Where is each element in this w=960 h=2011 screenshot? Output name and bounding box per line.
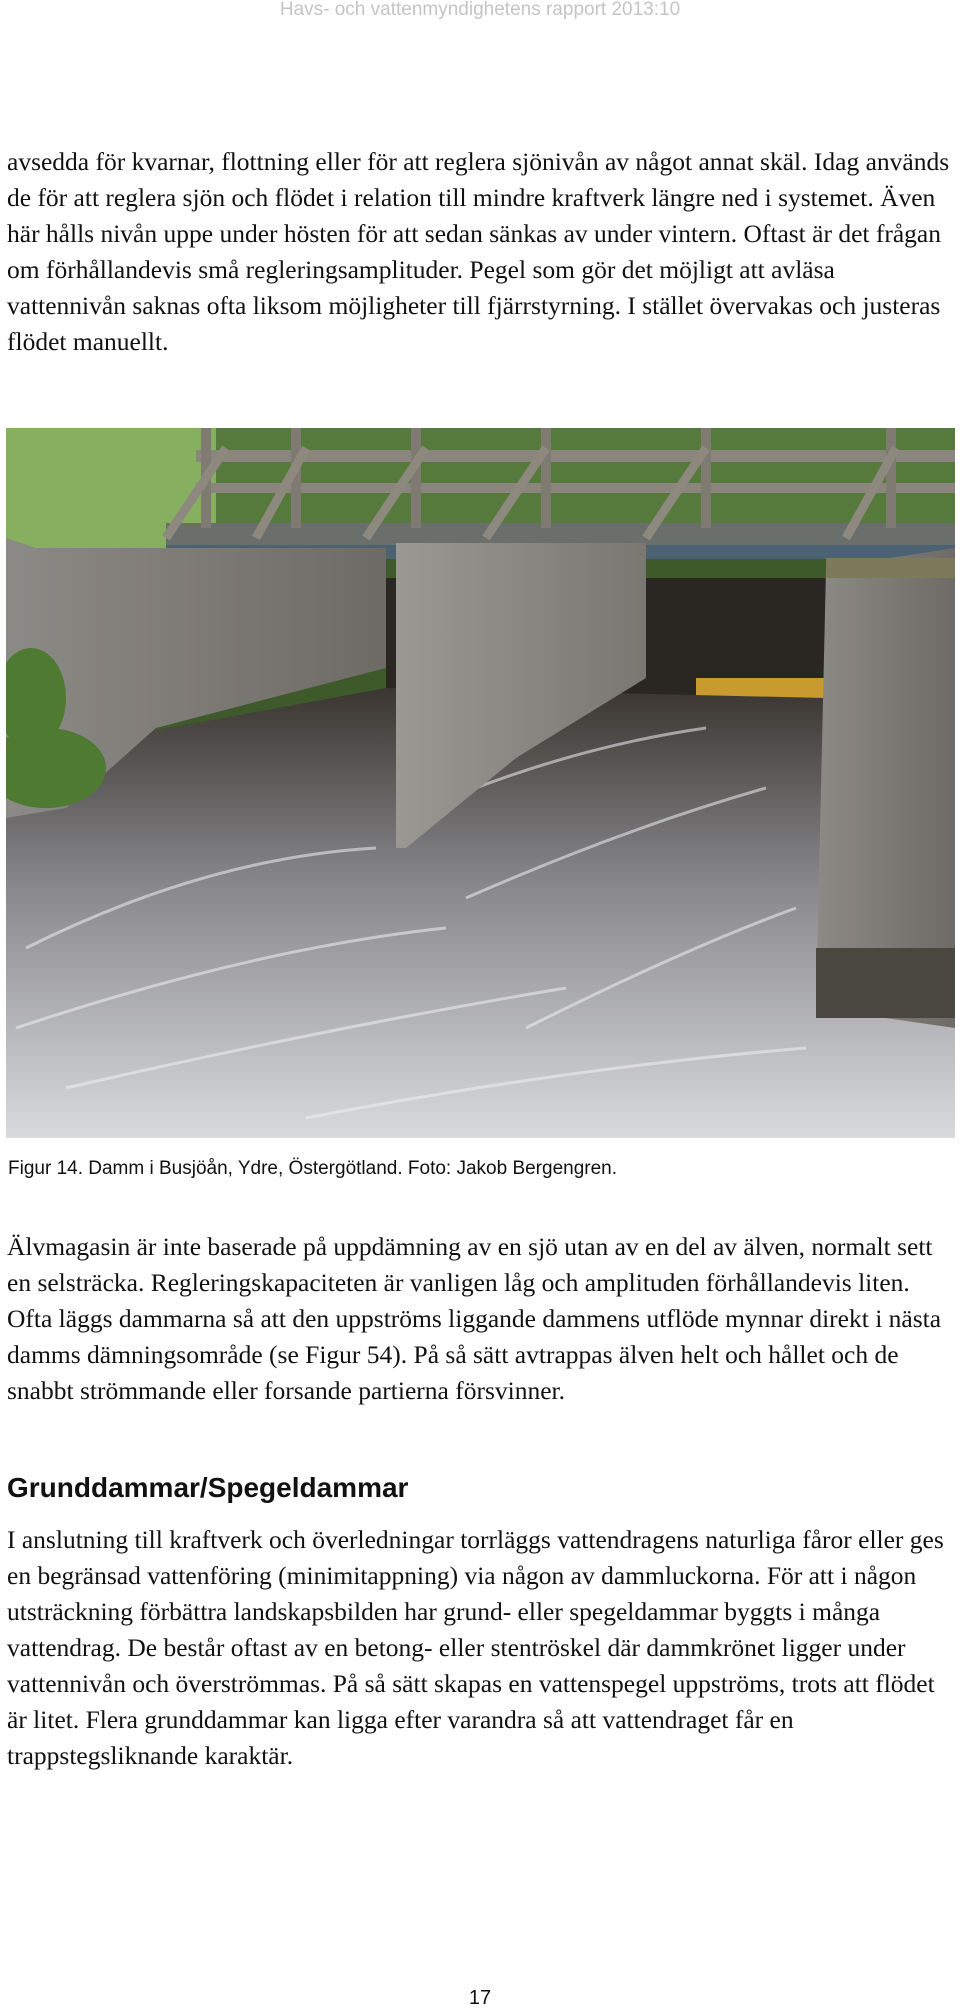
page-number: 17 bbox=[468, 1987, 492, 2009]
section-heading: Grunddammar/Spegeldammar bbox=[7, 1472, 409, 1503]
paragraph-grunddammar: I anslutning till kraftverk och överledningar torrläggs vattendragens naturliga fåror eller ges en begränsad vattenföring (minimitappning) via någon av dammluckorna. För att i någon utsträckning förbättra landskapsbilden har grund- eller spegeldammar byggts i många vattendrag. De består oftast av en betong- eller stentröskel där dammkrönet ligger under vattennivån och överströmmas. På så sätt skapas en vattenspegel uppströms, trots att flödet är litet. Flera grunddammar kan ligga efter varandra så att vattendraget får en trappstegsliknande karaktär. bbox=[7, 1525, 944, 1770]
paragraph-intro: avsedda för kvarnar, flottning eller för att reglera sjönivån av något annat skäl. Idag används de för att reglera sjön och flödet i relation till mindre kraftverk längre ned i systemet. Även här hålls nivån uppe under hösten för att sedan sänkas av under vintern. Oftast är det frågan om förhållandevis små regleringsamplituder. Pegel som gör det möjligt att avläsa vattennivån saknas ofta liksom möjligheter till fjärrstyrning. I stället övervakas och justeras flödet manuellt. bbox=[7, 147, 950, 356]
paragraph-alvmagasin: Älvmagasin är inte baserade på uppdämning av en sjö utan av en del av älven, normalt sett en selsträcka. Regleringskapaciteten är vanligen låg och amplituden förhållandevis liten. Ofta läggs dammarna så att den uppströms liggande dammens utflöde mynnar direkt i nästa damms dämningsområde (se Figur 54). På så sätt avtrappas älven helt och hållet och de snabbt strömmande eller forsande partierna försvinner. bbox=[7, 1232, 942, 1405]
figure-caption: Figur 14. Damm i Busjöån, Ydre, Östergötland. Foto: Jakob Bergengren. bbox=[8, 1158, 618, 1179]
dam-photo bbox=[6, 428, 955, 1138]
running-header: Havs- och vattenmyndighetens rapport 2013:10 bbox=[279, 0, 681, 20]
